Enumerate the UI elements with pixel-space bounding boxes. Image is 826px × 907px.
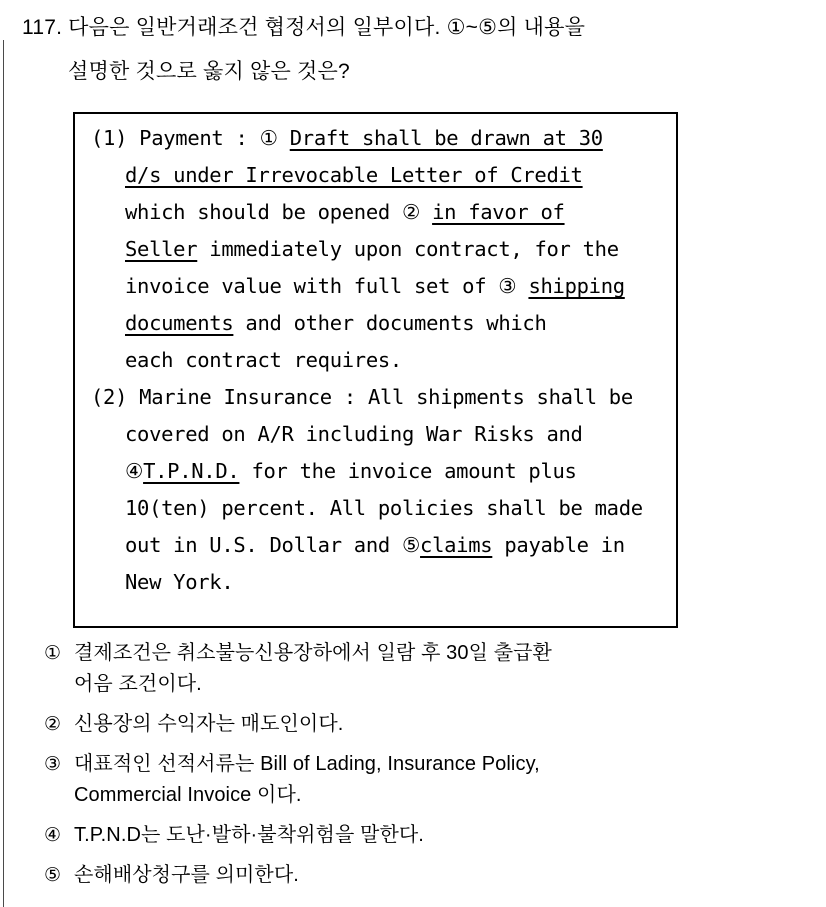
underlined-phrase: d/s under Irrevocable Letter of Credit (125, 163, 583, 187)
passage-line (91, 564, 664, 601)
passage-line (91, 231, 664, 268)
answer-choice-4[interactable] (44, 820, 814, 851)
passage-line (91, 416, 664, 453)
answer-choice-1[interactable] (44, 638, 814, 700)
choice-line: T.P.N.D는 도난·발하·불착위험을 말한다. (74, 824, 424, 846)
underlined-phrase: documents (125, 311, 234, 335)
underlined-phrase: T.P.N.D. (143, 459, 240, 483)
choice-text (44, 638, 814, 700)
choice-text (44, 709, 814, 740)
question-stem-line-1: 117. 다음은 일반거래조건 협정서의 일부이다. ①~⑤의 내용을 (22, 16, 586, 39)
passage-text: which should be opened ② (125, 200, 433, 224)
passage-text: out in U.S. Dollar and ⑤ (125, 533, 421, 557)
passage-text: 10(ten) percent. All policies shall be made (125, 496, 643, 520)
passage-text: ④ (125, 459, 144, 483)
passage-text: Payment : (139, 126, 248, 150)
choice-marker-icon: ① (44, 643, 62, 664)
choice-line: 신용장의 수익자는 매도인이다. (74, 713, 344, 735)
passage-line (91, 157, 664, 194)
choice-text (44, 749, 814, 811)
passage-text: invoice value with full set of ③ (125, 274, 529, 298)
passage-line (91, 268, 664, 305)
passage-text: and other documents which (233, 311, 547, 335)
underlined-phrase: in favor of (432, 200, 565, 224)
answer-choice-5[interactable] (44, 860, 814, 891)
answer-choices (44, 638, 814, 900)
passage-content (91, 120, 664, 601)
passage-line (91, 379, 664, 416)
passage-text: (1) (91, 126, 140, 150)
underlined-phrase: Seller (125, 237, 198, 261)
passage-line (91, 120, 664, 157)
answer-choice-3[interactable] (44, 749, 814, 811)
choice-marker-icon: ④ (44, 825, 62, 846)
choice-text (44, 860, 814, 891)
underlined-phrase: claims (420, 533, 493, 557)
passage-line (91, 490, 664, 527)
choice-marker-icon: ⑤ (44, 865, 62, 886)
choice-marker-icon: ② (44, 714, 62, 735)
underlined-phrase: Draft shall be drawn at 30 (289, 126, 603, 150)
answer-choices-list (44, 638, 814, 891)
passage-text: New York. (125, 570, 234, 594)
choice-line: 대표적인 선적서류는 Bill of Lading, Insurance Policy, (74, 753, 540, 775)
passage-line (91, 305, 664, 342)
passage-text: each contract requires. (125, 348, 402, 372)
question-stem-line-2: 설명한 것으로 옳지 않은 것은? (68, 60, 350, 83)
passage-text: covered on A/R including War Risks and (125, 422, 583, 446)
passage-text: immediately upon contract, for the (197, 237, 619, 261)
passage-text: payable in (492, 533, 625, 557)
passage-line (91, 453, 664, 490)
choice-line: 어음 조건이다. (74, 673, 202, 695)
choice-line: 결제조건은 취소불능신용장하에서 일람 후 30일 출급환 (74, 642, 552, 664)
choice-text (44, 820, 814, 851)
answer-choice-2[interactable] (44, 709, 814, 740)
passage-line (91, 194, 664, 231)
underlined-phrase: shipping (528, 274, 625, 298)
passage-lines (91, 120, 664, 601)
choice-line: 손해배상청구를 의미한다. (74, 864, 299, 886)
passage-text: for the invoice amount plus (239, 459, 577, 483)
passage-text: (2) Marine Insurance : All shipments shall be (91, 385, 633, 409)
passage-line (91, 527, 664, 564)
choice-line: Commercial Invoice 이다. (74, 784, 302, 806)
choice-marker-icon: ③ (44, 754, 62, 775)
passage-line (91, 342, 664, 379)
passage-text: ① (247, 126, 290, 150)
passage-box (73, 112, 678, 628)
page-margin-rule (3, 40, 4, 907)
question-stem (22, 6, 782, 94)
